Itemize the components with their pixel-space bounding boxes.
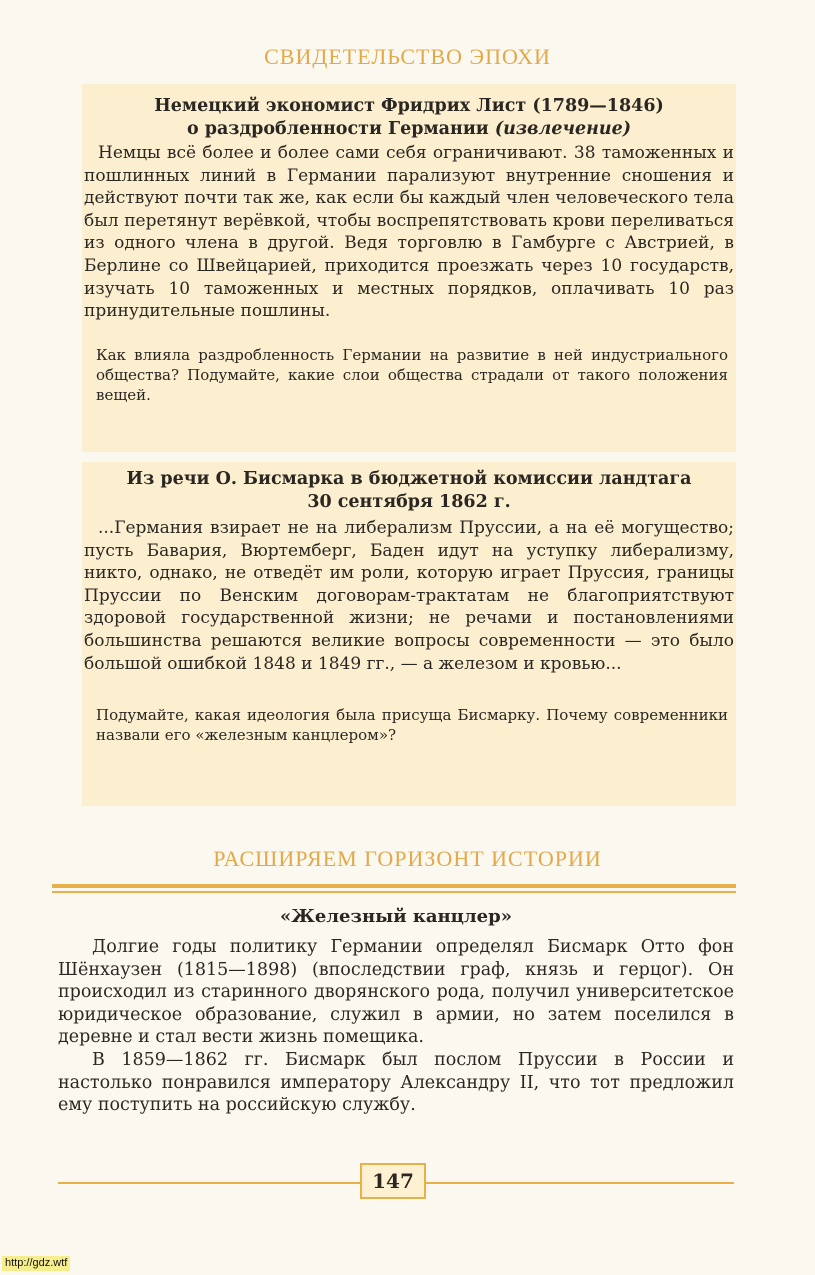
- source-box-bismarck: [82, 462, 736, 806]
- source-text-list: Немцы всё более и более сами себя ограничивают. 38 таможенных и пошлинных линий в Германии парализуют внутренние сношения и действуют почти так же, как если бы каждый член человеческого тела был перетянут верёвкой, чтобы воспрепятствовать крови переливаться из одного члена в другой. Ведя торговлю в Гамбурге с Австрией, в Берлине со Швейцарией, приходится проезжать через 10 государств, изучать 10 таможенных и местных порядков, оплачивать 10 раз принудительные пошлины.: [84, 143, 734, 322]
- divider-rule-thick: [52, 884, 736, 888]
- source-title-line2: о раздробленности Германии: [186, 119, 495, 139]
- source-title-line2: 30 сентября 1862 г.: [307, 492, 511, 512]
- watermark-link[interactable]: http://gdz.wtf: [2, 1256, 70, 1271]
- source-title-italic: (извлечение): [494, 119, 632, 139]
- footer-line-right: [426, 1182, 734, 1184]
- source-text-bismarck: ...Германия взирает не на либерализм Пруссии, а на её могущество; пусть Бавария, Вюртемберг, Баден идут на уступку либерализму, никто, однако, не отведёт им роли, которую играет Пруссия, границы Пруссии по Венским договорам-трактатам не благоприятствуют здоровой государственной жизни; не речами и постановлениями большинства решаются великие вопросы современности — это было большой ошибкой 1848 и 1849 гг., — а железом и кровью...: [84, 518, 734, 674]
- article-paragraph-2: В 1859—1862 гг. Бисмарк был послом Пруссии в России и настолько понравился императору Александру II, что тот предложил ему поступить на российскую службу.: [58, 1049, 734, 1116]
- footer-line-left: [58, 1182, 360, 1184]
- source-title-line1: Немецкий экономист Фридрих Лист (1789—1846): [154, 96, 664, 116]
- question-bismarck: Подумайте, какая идеология была присуща Бисмарку. Почему современники назвали его «железным канцлером»?: [96, 706, 728, 745]
- source-title-bismarck: [84, 468, 734, 514]
- section-heading-witness: СВИДЕТЕЛЬСТВО ЭПОХИ: [264, 44, 551, 69]
- source-box-list: [82, 84, 736, 452]
- source-title-list: [84, 95, 734, 141]
- question-list: Как влияла раздробленность Германии на развитие в ней индустриального общества? Подумайте, какие слои общества страдали от такого положения вещей.: [96, 345, 728, 404]
- source-title-line1: Из речи О. Бисмарка в бюджетной комиссии ландтага: [126, 469, 692, 489]
- article-title: «Железный канцлер»: [280, 906, 512, 927]
- article: [58, 905, 734, 1117]
- divider-rule-thin: [52, 891, 736, 893]
- article-paragraph-1: Долгие годы политику Германии определял Бисмарк Отто фон Шёнхаузен (1815—1898) (впоследствии граф, князь и герцог). Он происходил из старинного дворянского рода, получил университетское юридическое образование, служил в армии, но затем поселился в деревне и стал вести жизнь помещика.: [58, 937, 734, 1048]
- page-number: 147: [360, 1163, 426, 1199]
- section-heading-horizon: РАСШИРЯЕМ ГОРИЗОНТ ИСТОРИИ: [213, 846, 602, 871]
